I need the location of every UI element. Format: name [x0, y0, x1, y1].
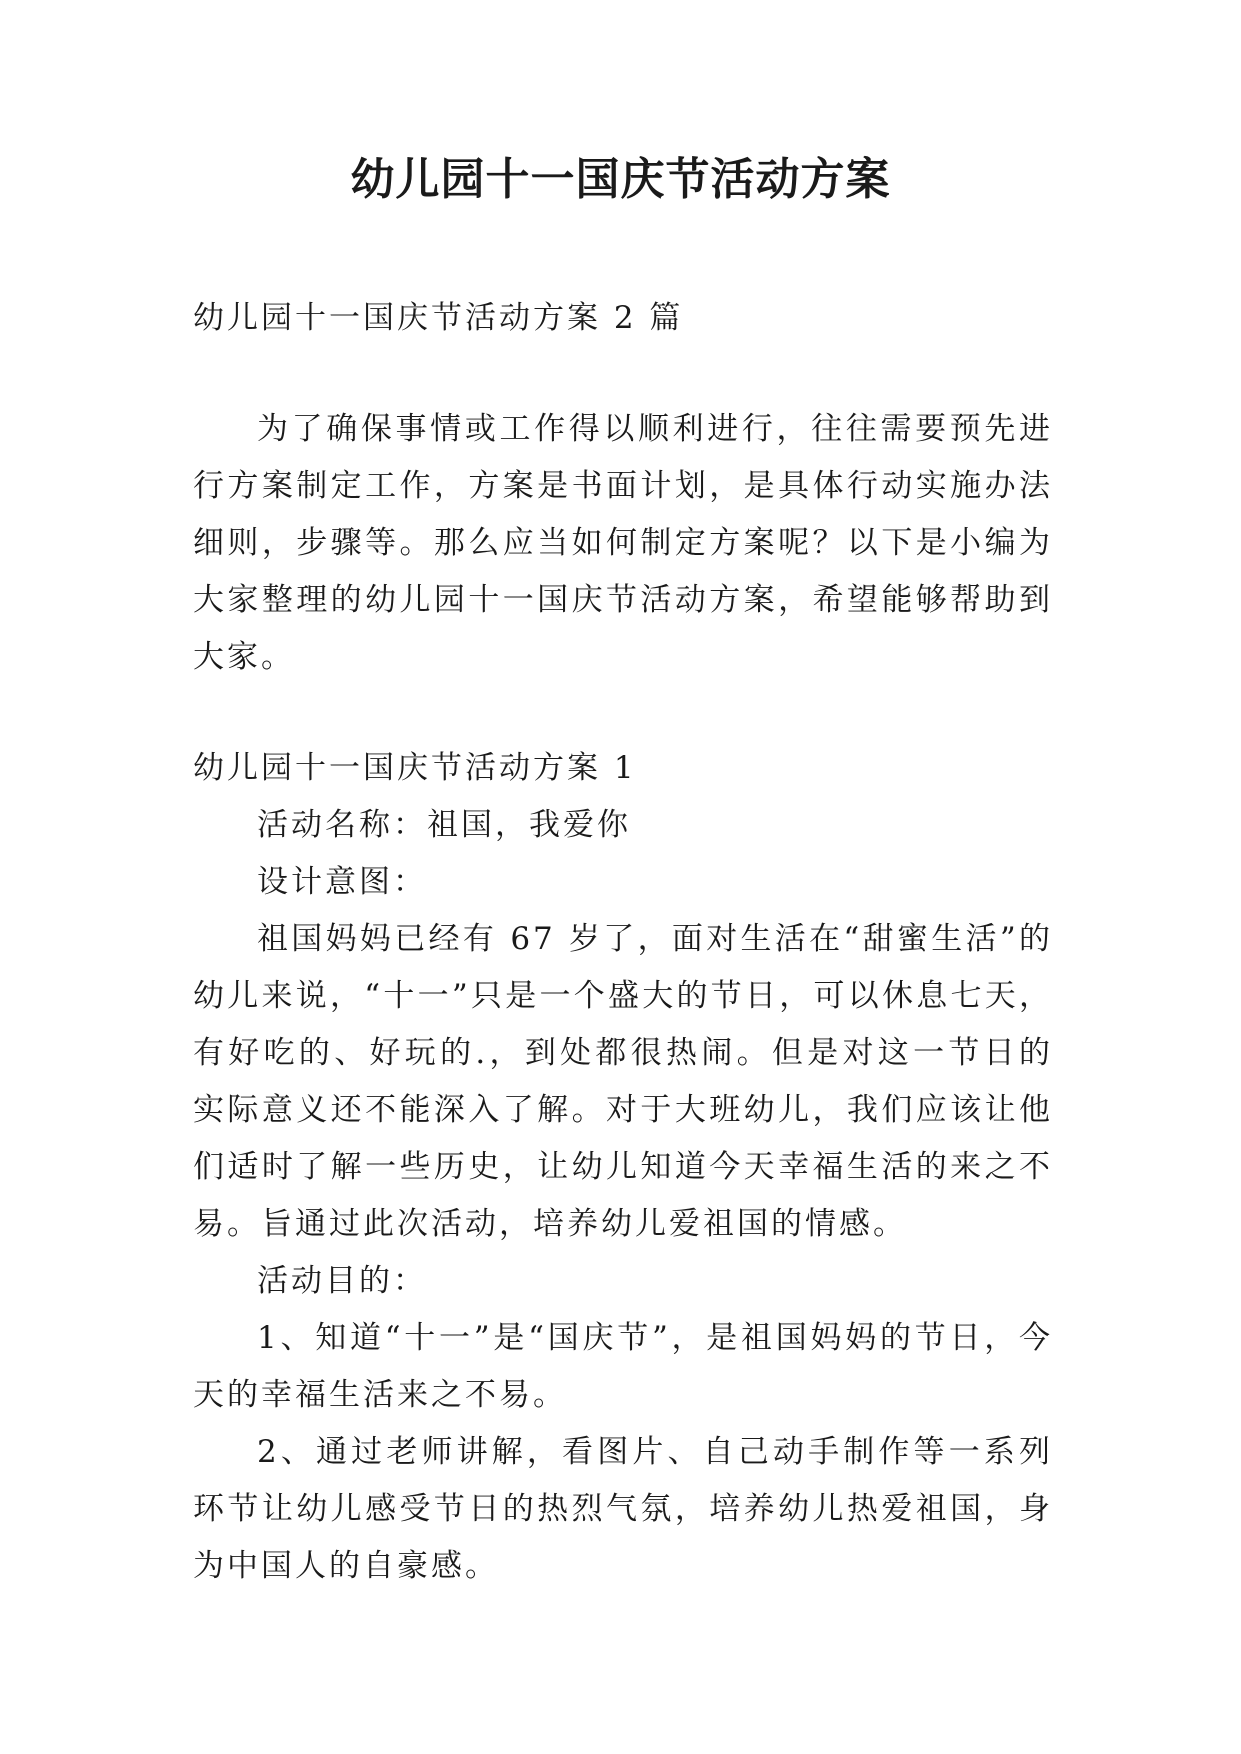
- activity-name: 活动名称：祖国，我爱你: [257, 807, 631, 843]
- document-title: 幼儿园十一国庆节活动方案: [350, 154, 891, 205]
- section-heading: 幼儿园十一国庆节活动方案 1: [193, 750, 637, 786]
- document-body: [193, 290, 1053, 1595]
- design-intent-label: 设计意图：: [257, 864, 427, 900]
- design-intent-paragraph: 祖国妈妈已经有 67 岁了，面对生活在“甜蜜生活”的幼儿来说，“十一”只是一个盛大的节日，可以休息七天，有好吃的、好玩的.，到处都很热闹。但是对这一节日的实际意义还不能深入了解。对于大班幼儿，我们应该让他们适时了解一些历史，让幼儿知道今天幸福生活的来之不易。旨通过此次活动，培养幼儿爱祖国的情感。: [193, 921, 1053, 1242]
- document-subtitle: 幼儿园十一国庆节活动方案 2 篇: [193, 300, 684, 336]
- objective-item: 1、知道“十一”是“国庆节”，是祖国妈妈的节日，今天的幸福生活来之不易。: [193, 1320, 1053, 1413]
- objective-item: 2、通过老师讲解，看图片、自己动手制作等一系列环节让幼儿感受节日的热烈气氛，培养幼儿热爱祖国，身为中国人的自豪感。: [193, 1434, 1053, 1584]
- intro-paragraph: 为了确保事情或工作得以顺利进行，往往需要预先进行方案制定工作，方案是书面计划，是具体行动实施办法细则，步骤等。那么应当如何制定方案呢？以下是小编为大家整理的幼儿园十一国庆节活动方案，希望能够帮助到大家。: [193, 411, 1053, 675]
- objectives-label: 活动目的：: [257, 1263, 427, 1299]
